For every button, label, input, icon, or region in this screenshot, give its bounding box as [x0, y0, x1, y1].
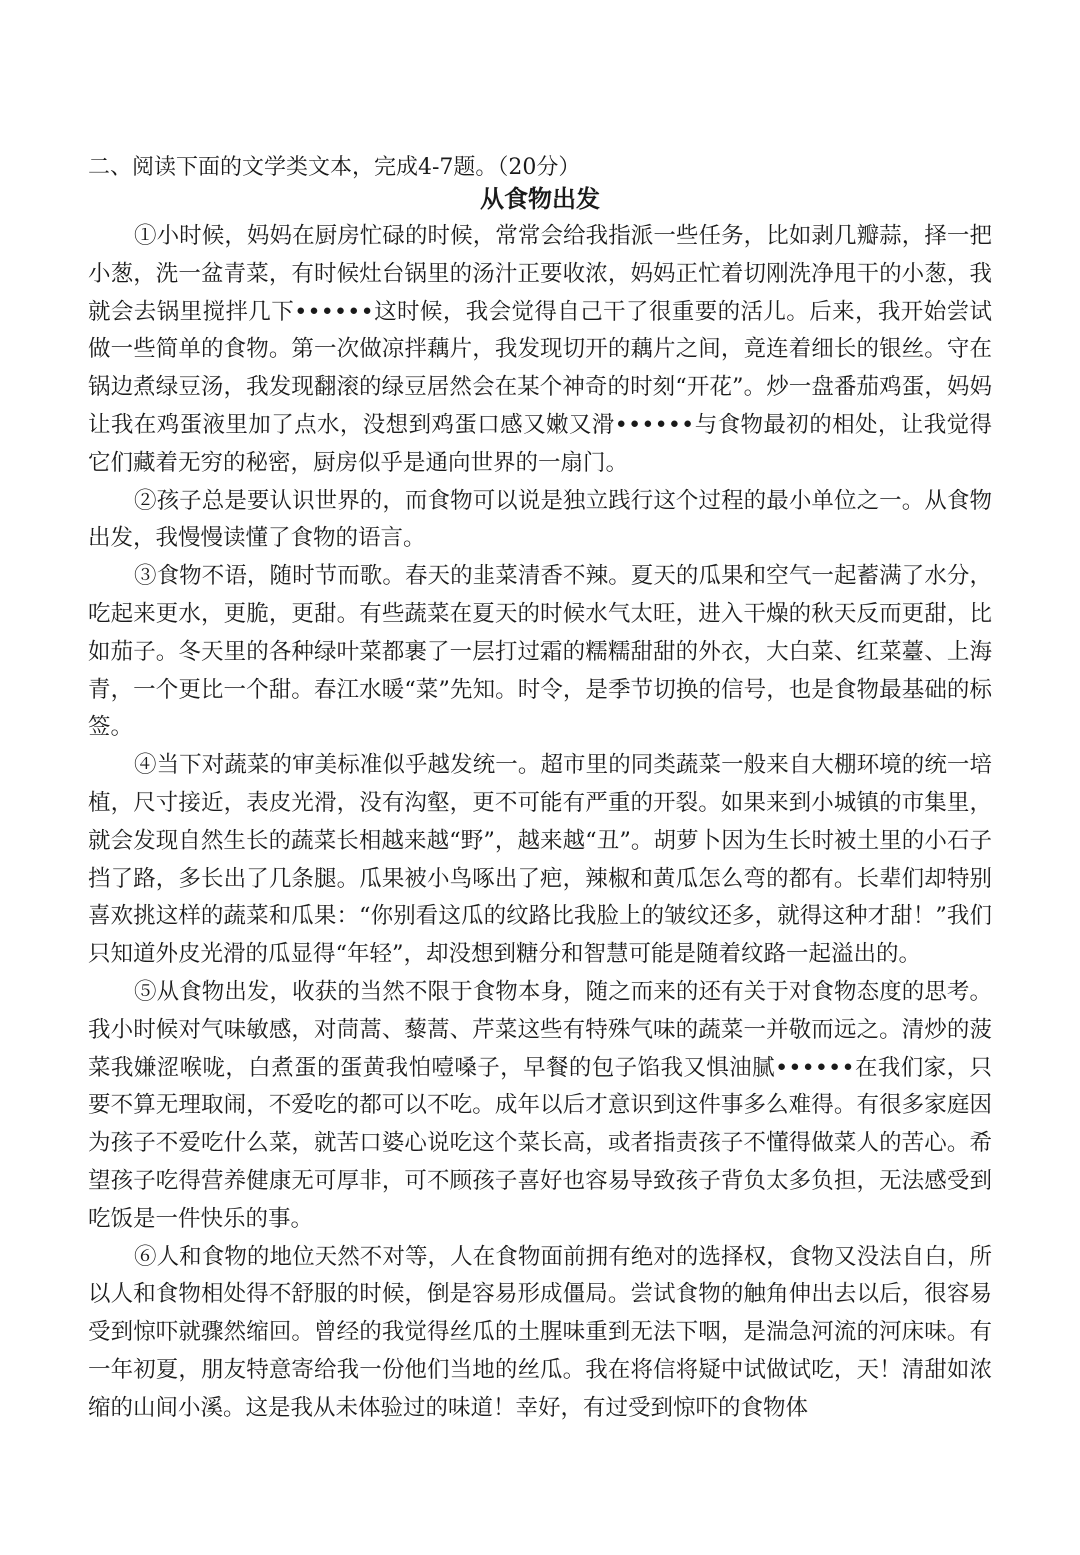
- paragraph-4: ④当下对蔬菜的审美标准似乎越发统一。超市里的同类蔬菜一般来自大棚环境的统一培植，尺寸接近，表皮光滑，没有沟壑，更不可能有严重的开裂。如果来到小城镇的市集里，就会发现自然生长的蔬菜长相越来越“野”，越来越“丑”。胡萝卜因为生长时被土里的小石子挡了路，多长出了几条腿。瓜果被小鸟啄出了疤，辣椒和黄瓜怎么弯的都有。长辈们却特别喜欢挑这样的蔬菜和瓜果：“你别看这瓜的纹路比我脸上的皱纹还多，就得这种才甜！”我们只知道外皮光滑的瓜显得“年轻”，却没想到糖分和智慧可能是随着纹路一起溢出的。: [88, 752, 992, 968]
- paragraph-6: ⑥人和食物的地位天然不对等，人在食物面前拥有绝对的选择权，食物又没法自白，所以人和食物相处得不舒服的时候，倒是容易形成僵局。尝试食物的触角伸出去以后，很容易受到惊吓就骤然缩回。曾经的我觉得丝瓜的土腥味重到无法下咽，是湍急河流的河床味。有一年初夏，朋友特意寄给我一份他们当地的丝瓜。我在将信将疑中试做试吃，天！清甜如浓缩的山间小溪。这是我从未体验过的味道！幸好，有过受到惊吓的食物体: [88, 1243, 992, 1421]
- article-body: [88, 218, 992, 1428]
- paragraph-1: ①小时候，妈妈在厨房忙碌的时候，常常会给我指派一些任务，比如剥几瓣蒜，择一把小葱，洗一盆青菜，有时候灶台锅里的汤汁正要收浓，妈妈正忙着切刚洗净甩干的小葱，我就会去锅里搅拌几下••••••这时候，我会觉得自己干了很重要的活儿。后来，我开始尝试做一些简单的食物。第一次做凉拌藕片，我发现切开的藕片之间，竟连着细长的银丝。守在锅边煮绿豆汤，我发现翻滚的绿豆居然会在某个神奇的时刻“开花”。炒一盘番茄鸡蛋，妈妈让我在鸡蛋液里加了点水，没想到鸡蛋口感又嫩又滑••••••与食物最初的相处，让我觉得它们藏着无穷的秘密，厨房似乎是通向世界的一扇门。: [88, 223, 992, 476]
- article-title: 从食物出发: [480, 184, 600, 213]
- paragraph-5: ⑤从食物出发，收获的当然不限于食物本身，随之而来的还有关于对食物态度的思考。我小时候对气味敏感，对茼蒿、藜蒿、芹菜这些有特殊气味的蔬菜一并敬而远之。清炒的菠菜我嫌涩喉咙，白煮蛋的蛋黄我怕噎嗓子，早餐的包子馅我又惧油腻••••••在我们家，只要不算无理取闹，不爱吃的都可以不吃。成年以后才意识到这件事多么难得。有很多家庭因为孩子不爱吃什么菜，就苦口婆心说吃这个菜长高，或者指责孩子不懂得做菜人的苦心。希望孩子吃得营养健康无可厚非，可不顾孩子喜好也容易导致孩子背负太多负担，无法感受到吃饭是一件快乐的事。: [88, 978, 992, 1232]
- paragraph-3: ③食物不语，随时节而歌。春天的韭菜清香不辣。夏天的瓜果和空气一起蓄满了水分，吃起来更水，更脆，更甜。有些蔬菜在夏天的时候水气太旺，进入干燥的秋天反而更甜，比如茄子。冬天里的各种绿叶菜都裹了一层打过霜的糯糯甜甜的外衣，大白菜、红菜薹、上海青，一个更比一个甜。春江水暖“菜”先知。时令，是季节切换的信号，也是食物最基础的标签。: [88, 563, 992, 741]
- paragraph-2: ②孩子总是要认识世界的，而食物可以说是独立践行这个过程的最小单位之一。从食物出发，我慢慢读懂了食物的语言。: [88, 487, 992, 552]
- question-header: 二、阅读下面的文学类文本，完成4-7题。（20分）: [88, 155, 581, 180]
